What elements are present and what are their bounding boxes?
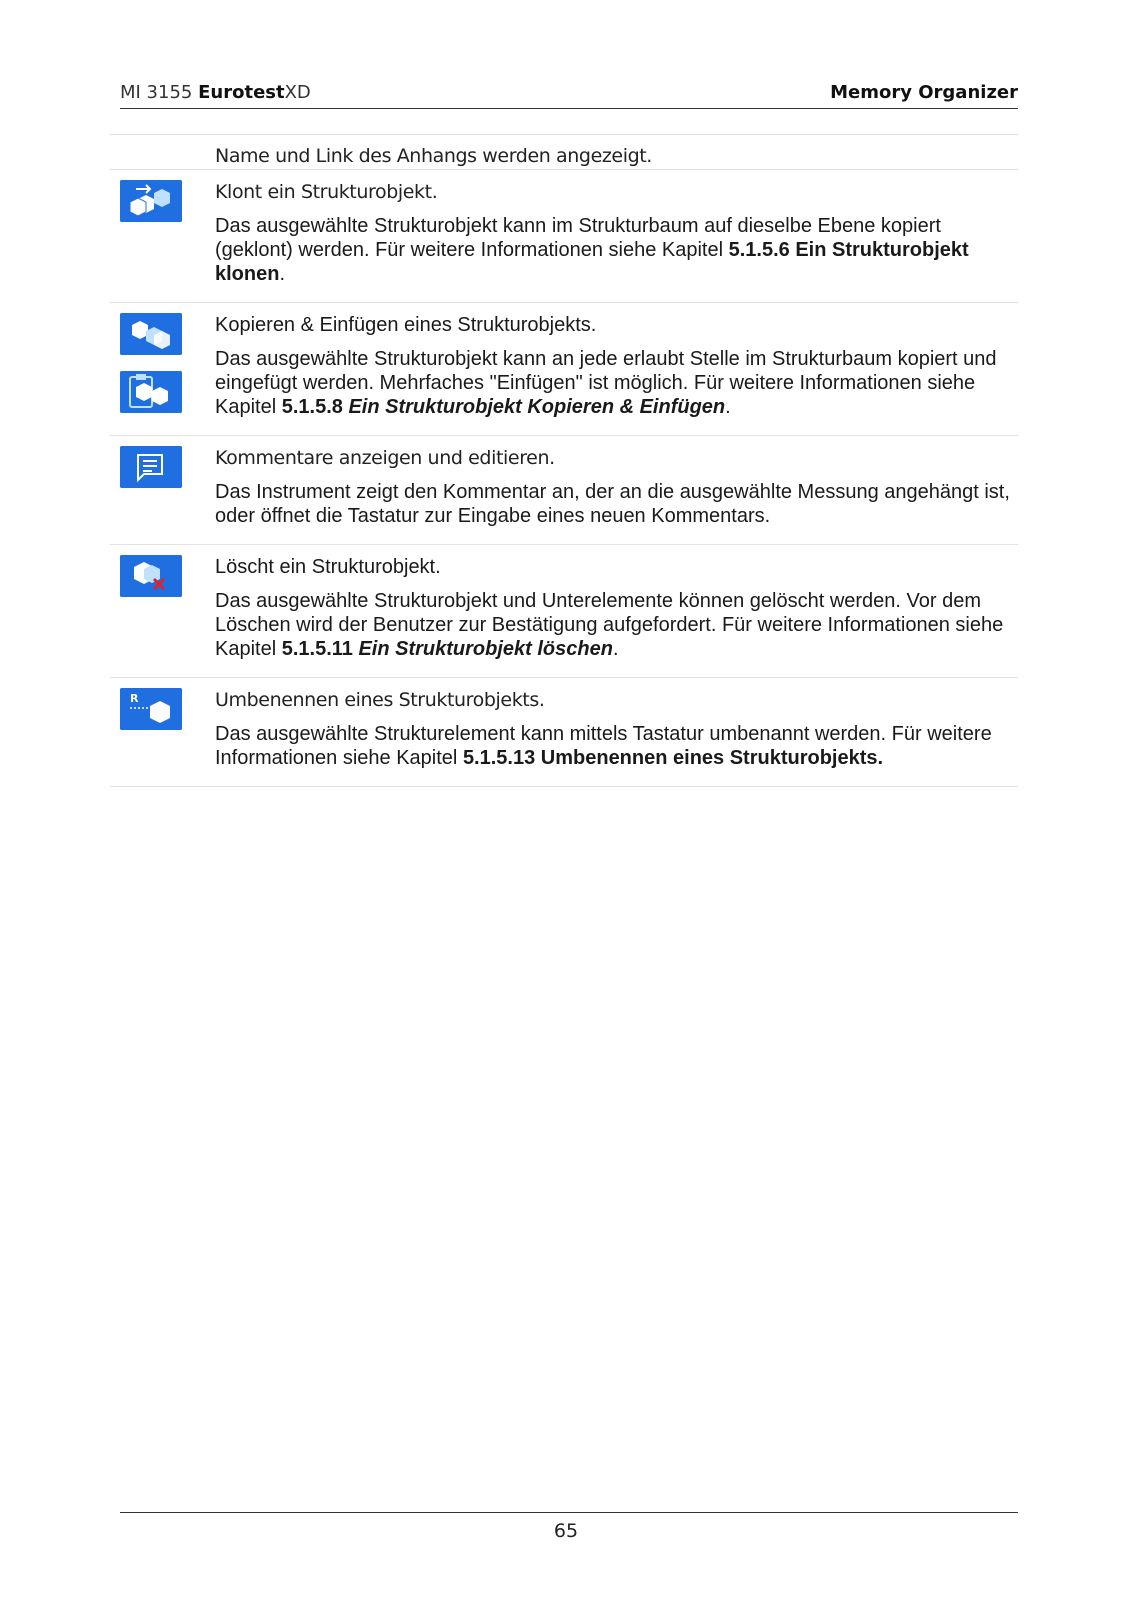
chapter-title[interactable]: Ein Strukturobjekt Kopieren & Einfügen [348,396,726,418]
row-description: Das ausgewählte Strukturobjekt kann an jede erlaubt Stelle im Strukturbaum kopiert und eingefügt werden. Mehrfaches "Einfügen" ist möglich. Für weitere Informationen siehe Kapitel 5.1.5.8 Ein Strukturobjekt Kopieren & Einfügen. [215,348,997,418]
table-row [110,436,1018,545]
product-suffix: XD [284,82,311,103]
section-title: Memory Organizer [830,82,1018,103]
svg-text:R: R [130,692,139,705]
chapter-title[interactable]: Ein Strukturobjekt löschen [358,638,613,660]
row-summary: Klont ein Strukturobjekt. [215,181,438,203]
footer-rule [120,1512,1018,1513]
row-description: Das Instrument zeigt den Kommentar an, der an die ausgewählte Messung angehängt ist, oder öffnet die Tastatur zur Eingabe eines neuen Kommentars. [215,481,1010,527]
comment-icon [120,446,182,488]
paste-structure-icon [120,371,182,413]
row-summary: Name und Link des Anhangs werden angezeigt. [215,145,652,167]
row-description: Das ausgewählte Strukturelement kann mittels Tastatur umbenannt werden. Für weitere Informationen siehe Kapitel 5.1.5.13 Umbenennen eines Strukturobjekts. [215,723,992,769]
product-title [120,82,311,103]
chapter-reference[interactable]: 5.1.5.8 [281,396,343,418]
table-row [110,545,1018,678]
table-row [110,135,1018,170]
rename-structure-icon [120,688,182,730]
chapter-reference[interactable]: 5.1.5.6 Ein Strukturobjekt klonen [215,239,969,285]
chapter-reference[interactable]: 5.1.5.13 Umbenennen eines Strukturobjekts. [462,747,884,769]
row-description: Das ausgewählte Strukturobjekt kann im Strukturbaum auf dieselbe Ebene kopiert (geklont) werden. Für weitere Informationen siehe Kapitel 5.1.5.6 Ein Strukturobjekt klonen. [215,215,969,285]
page-header [120,82,1018,109]
page-number: 65 [553,1520,579,1542]
row-summary: Kommentare anzeigen und editieren. [215,447,555,469]
delete-structure-icon [120,555,182,597]
icon-description-table [110,134,1018,787]
model-number: MI 3155 [120,82,193,103]
row-summary: Umbenennen eines Strukturobjekts. [215,689,545,711]
row-summary: Kopieren & Einfügen eines Strukturobjekts. [215,314,597,336]
copy-structure-icon [120,313,182,355]
product-name: Eurotest [198,82,285,103]
clone-structure-icon [120,180,182,222]
table-row [110,170,1018,303]
row-description: Das ausgewählte Strukturobjekt und Unterelemente können gelöscht werden. Vor dem Löschen wird der Benutzer zur Bestätigung aufgefordert. Für weitere Informationen siehe Kapitel 5.1.5.11 Ein Strukturobjekt löschen. [215,590,1004,660]
table-row [110,678,1018,787]
table-row [110,303,1018,436]
chapter-reference[interactable]: 5.1.5.11 [281,638,353,660]
row-summary: Löscht ein Strukturobjekt. [215,556,441,578]
